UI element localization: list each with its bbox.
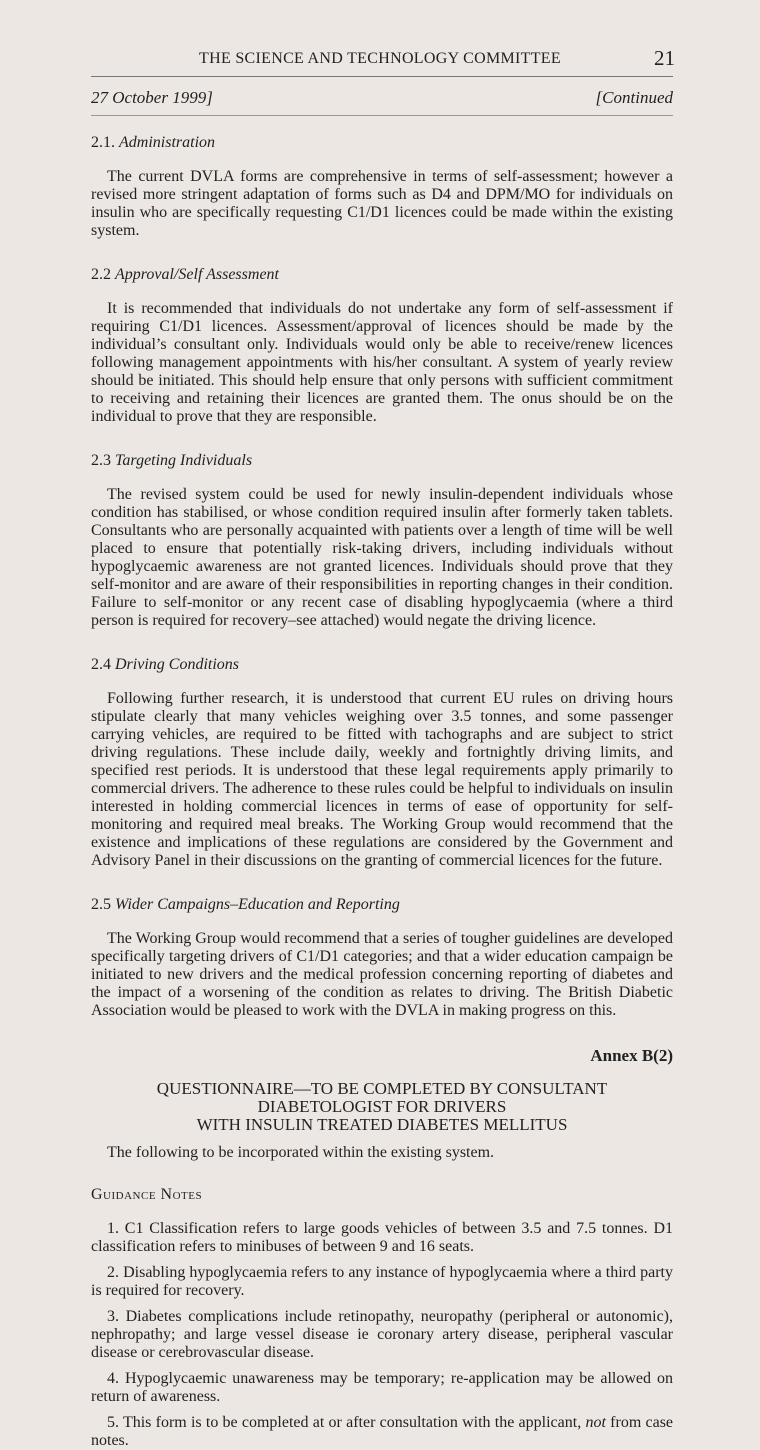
header-rule xyxy=(91,76,673,77)
section-title: Driving Conditions xyxy=(115,656,240,673)
date: 27 October 1999] xyxy=(91,88,213,107)
note5-text: 5. This form is to be completed at or after consultation with the applicant, xyxy=(107,1414,582,1431)
section-number: 2.5 xyxy=(91,896,111,913)
section-heading xyxy=(91,266,673,284)
section-paragraph: The current DVLA forms are comprehensive in terms of self-assessment; however a revised more stringent adaptation of forms such as D4 and DPM/MO for individuals on insulin who are specifically requesting C1/D1 licences could be made within the existing system. xyxy=(91,168,673,239)
annex-label: Annex B(2) xyxy=(590,1046,673,1065)
section-paragraph: The revised system could be used for newly insulin-dependent individuals whose condition has stabilised, or whose condition required insulin after formerly taken tablets. Consultants who are personally acquainted with patients over a length of time will be well placed to ensure that potentially risk-taking drivers, including individuals without hypoglycaemic awareness are not granted licences. Individuals should prove that they self-monitor and are aware of their responsibilities in reporting changes in their condition. Failure to self-monitor or any recent case of disabling hypoglycaemia (where a third person is required for recovery–see attached) would negate the driving licence. xyxy=(91,486,673,629)
guidance-note: 4. Hypoglycaemic unawareness may be temporary; re-application may be allowed on return of awareness. xyxy=(91,1370,673,1405)
section-title: Approval/Self Assessment xyxy=(115,266,279,283)
section-paragraph: It is recommended that individuals do not undertake any form of self-assessment if requiring C1/D1 licences. Assessment/approval of licences should be made by the individual’s consultant only. Individuals would only be able to receive/renew licences following management appointments with his/her consultant. A system of yearly review should be initiated. This should help ensure that only persons with sufficient commitment to receiving and retaining their licences are granted them. The onus should be on the individual to prove that they are responsible. xyxy=(91,300,673,425)
section-number: 2.3 xyxy=(91,452,111,469)
guidance-note: 1. C1 Classification refers to large goods vehicles of between 3.5 and 7.5 tonnes. D1 classification refers to minibuses of between 9 and 16 seats. xyxy=(91,1220,673,1255)
section-heading xyxy=(91,452,673,470)
guidance-notes-heading: Guidance Notes xyxy=(91,1186,203,1203)
guidance-note: 2. Disabling hypoglycaemia refers to any instance of hypoglycaemia where a third party is required for recovery. xyxy=(91,1264,673,1299)
section-title: Wider Campaigns–Education and Reporting xyxy=(115,896,400,913)
questionnaire-title xyxy=(91,1080,673,1134)
page-body xyxy=(91,134,673,1450)
questionnaire-title-line: WITH INSULIN TREATED DIABETES MELLITUS xyxy=(196,1115,568,1134)
section-paragraph: Following further research, it is understood that current EU rules on driving hours stipulate clearly that many vehicles weighing over 3.5 tonnes, and some passenger carrying vehicles, are required to be fitted with tachographs and are subject to strict driving regulations. These include daily, weekly and fortnightly driving limits, and specified rest periods. It is understood that these legal requirements apply primarily to commercial drivers. The adherence to these rules could be helpful to individuals on insulin interested in holding commercial licences in terms of ease of opportunity for self-monitoring and required meal breaks. The Working Group would recommend that the existence and implications of these regulations are considered by the Government and Advisory Panel in their discussions on the granting of commercial licences for the future. xyxy=(91,690,673,869)
note5-text-end: from case notes. xyxy=(91,1414,674,1449)
page-number: 21 xyxy=(654,46,675,70)
section-paragraph: The Working Group would recommend that a series of tougher guidelines are developed specifically targeting drivers of C1/D1 categories; and that a wider education campaign be initiated to new drivers and the medical profession concerning reporting of diabetes and the impact of a worsening of the condition as relates to driving. The British Diabetic Association would be pleased to work with the DVLA in making progress on this. xyxy=(91,930,673,1019)
section-title: Administration xyxy=(119,134,216,151)
section-number: 2.1. xyxy=(91,134,115,151)
questionnaire-title-line: QUESTIONNAIRE—TO BE COMPLETED BY CONSULTANT DIABETOLOGIST FOR DRIVERS xyxy=(156,1079,608,1116)
section-number: 2.2 xyxy=(91,266,111,283)
section-title: Targeting Individuals xyxy=(115,452,253,469)
continued-label: [Continued xyxy=(595,88,673,107)
section-heading xyxy=(91,656,673,674)
section-heading xyxy=(91,896,673,914)
running-title: THE SCIENCE AND TECHNOLOGY COMMITTEE xyxy=(199,50,561,67)
guidance-note: 3. Diabetes complications include retinopathy, neuropathy (peripheral or autonomic), nephropathy; and large vessel disease ie coronary artery disease, peripheral vascular disease or cerebrovascular disease. xyxy=(91,1308,673,1361)
section-heading xyxy=(91,134,673,152)
section-number: 2.4 xyxy=(91,656,111,673)
note5-emphasis: not xyxy=(585,1414,606,1431)
guidance-note xyxy=(91,1414,673,1450)
annex-intro: The following to be incorporated within the existing system. xyxy=(107,1144,495,1161)
header-rule-lower xyxy=(91,115,673,116)
